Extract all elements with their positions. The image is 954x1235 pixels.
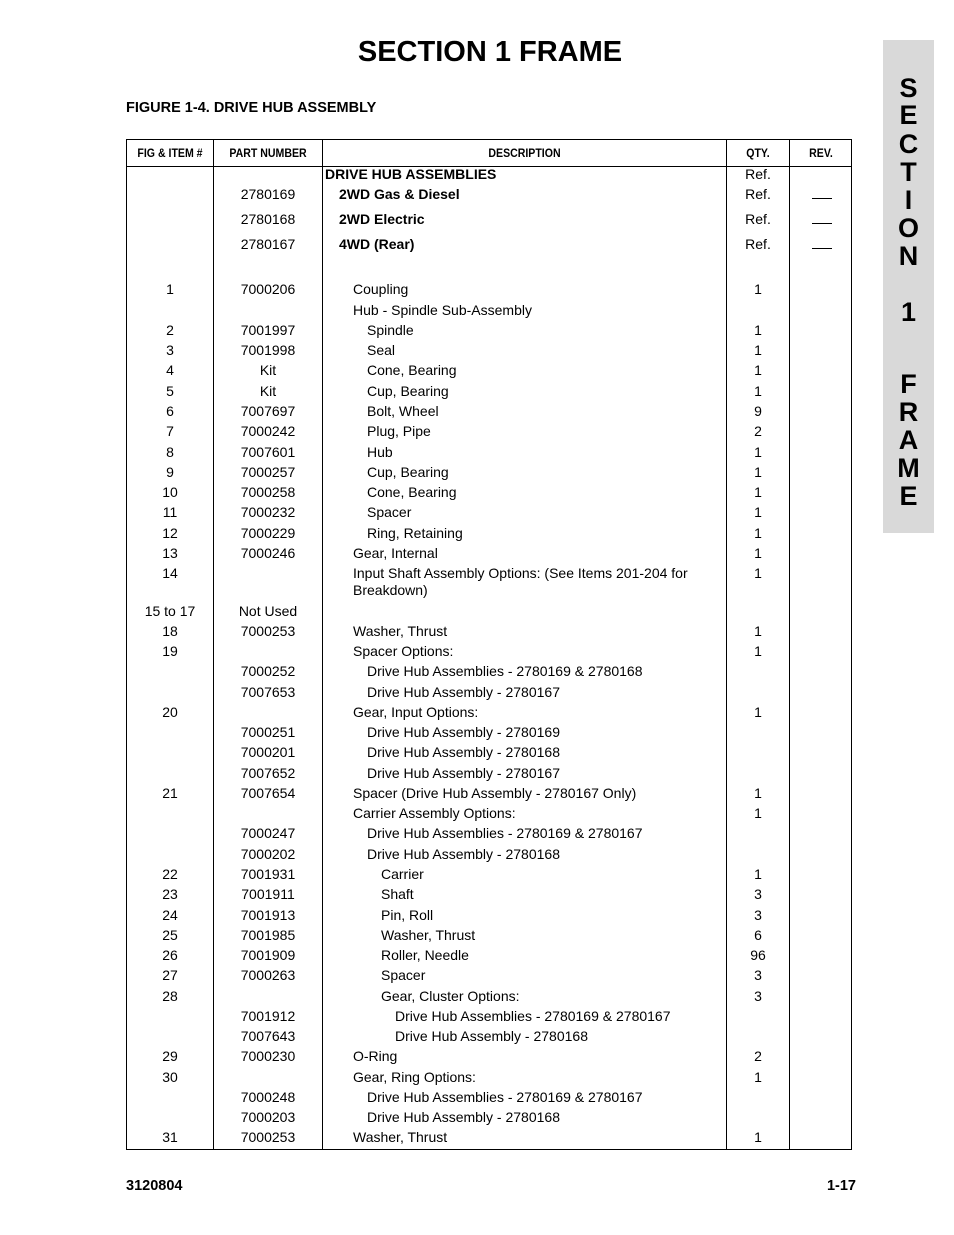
description-cell: Plug, Pipe [367,423,431,439]
side-tab-letter: R [898,397,919,427]
description-cell: Shaft [381,886,414,902]
description-cell: Cup, Bearing [367,383,449,399]
qty-cell: 1 [754,525,762,541]
qty-cell: Ref. [745,211,771,227]
fig-item-cell: 26 [162,947,178,963]
part-number-cell: Kit [259,362,277,378]
part-number-cell: 7000206 [240,281,296,297]
description-cell: Drive Hub Assembly - 2780168 [395,1028,588,1044]
fig-item-cell: 22 [162,866,178,882]
description-cell: Gear, Ring Options: [353,1069,476,1085]
description-cell: DRIVE HUB ASSEMBLIES [325,166,497,182]
part-number-cell: Kit [259,383,277,399]
header-part-number: PART NUMBER [229,146,307,160]
part-number-cell: 7001985 [240,927,296,943]
fig-item-cell: 31 [162,1129,178,1145]
part-number-cell: 7007652 [240,765,296,781]
qty-cell: 6 [754,927,762,943]
description-cell: Hub - Spindle Sub-Assembly [353,302,532,318]
header-description: DESCRIPTION [488,146,561,160]
part-number-cell: 7000258 [240,484,296,500]
qty-cell: 1 [754,383,762,399]
qty-cell: Ref. [745,236,771,252]
description-cell: Hub [367,444,393,460]
rev-blank-line [812,198,832,199]
part-number-cell: 7000242 [240,423,296,439]
qty-cell: 2 [754,423,762,439]
fig-item-cell: 7 [166,423,174,439]
qty-cell: 1 [754,464,762,480]
fig-item-cell: 27 [162,967,178,983]
part-number-cell: 7001913 [240,907,296,923]
part-number-cell: 7001998 [240,342,296,358]
fig-item-cell: 30 [162,1069,178,1085]
qty-cell: 1 [754,704,762,720]
qty-cell: 1 [754,281,762,297]
section-side-tab [883,40,934,533]
qty-cell: 2 [754,1048,762,1064]
qty-cell: 1 [754,504,762,520]
part-number-cell: 7000247 [240,825,296,841]
qty-cell: 3 [754,967,762,983]
description-cell: Cone, Bearing [367,362,457,378]
description-cell: Washer, Thrust [353,623,448,639]
parts-table [126,139,852,1150]
part-number-cell: 7000263 [240,967,296,983]
description-cell: Spacer Options: [353,643,454,659]
fig-item-cell: 1 [166,281,174,297]
description-cell: Drive Hub Assemblies - 2780169 & 2780167 [367,1089,643,1105]
fig-item-cell: 20 [162,704,178,720]
fig-item-cell: 3 [166,342,174,358]
part-number-cell: 7000201 [240,744,296,760]
qty-cell: 1 [754,623,762,639]
part-number-cell: 7001931 [240,866,296,882]
description-cell: Drive Hub Assembly - 2780168 [367,846,560,862]
description-cell: Washer, Thrust [353,1129,448,1145]
qty-cell: 1 [754,484,762,500]
side-tab-letter: N [898,241,919,271]
qty-cell: 1 [754,785,762,801]
description-cell: Pin, Roll [381,907,434,923]
part-number-cell: 7007653 [240,684,296,700]
description-cell: Drive Hub Assembly - 2780169 [367,724,560,740]
qty-cell: 9 [754,403,762,419]
part-number-cell: 7001912 [240,1008,296,1024]
description-cell: 2WD Gas & Diesel [339,186,460,202]
qty-cell: 1 [754,1069,762,1085]
description-cell: O-Ring [353,1048,398,1064]
description-cell: 4WD (Rear) [339,236,415,252]
description-cell: Gear, Cluster Options: [381,988,520,1004]
side-tab-letter: A [898,425,919,455]
qty-cell: 1 [754,362,762,378]
header-qty: QTY. [746,146,770,160]
qty-cell: Ref. [745,186,771,202]
part-number-cell: 7007654 [240,785,296,801]
part-number-cell: 7000253 [240,1129,296,1145]
qty-cell: 1 [754,805,762,821]
qty-cell: 1 [754,444,762,460]
qty-cell: 1 [754,1129,762,1145]
qty-cell: 1 [754,643,762,659]
part-number-cell: 7007697 [240,403,296,419]
side-tab-letter: S [899,73,918,103]
part-number-cell: 2780168 [240,211,296,227]
part-number-cell: 7000229 [240,525,296,541]
fig-item-cell: 4 [166,362,174,378]
part-number-cell: 7000230 [240,1048,296,1064]
description-cell: Cup, Bearing [367,464,449,480]
description-cell: Spindle [367,322,414,338]
rev-blank-line [812,248,832,249]
description-cell: Drive Hub Assembly - 2780168 [367,1109,560,1125]
description-cell: Gear, Internal [353,545,438,561]
fig-item-cell: 19 [162,643,178,659]
description-cell: Cone, Bearing [367,484,457,500]
part-number-cell: 7000203 [240,1109,296,1125]
part-number-cell: Not Used [238,603,298,619]
qty-cell: 1 [754,322,762,338]
side-tab-letter: M [897,453,920,483]
description-cell: Spacer [367,504,412,520]
side-tab-letter: E [899,100,918,130]
description-cell: Ring, Retaining [367,525,463,541]
qty-cell: 3 [754,907,762,923]
document-number: 3120804 [126,1178,183,1194]
column-divider [789,140,790,1149]
rev-blank-line [812,223,832,224]
part-number-cell: 7000248 [240,1089,296,1105]
fig-item-cell: 6 [166,403,174,419]
fig-item-cell: 9 [166,464,174,480]
side-tab-letter: E [899,481,918,511]
fig-item-cell: 25 [162,927,178,943]
part-number-cell: 7000252 [240,663,296,679]
side-tab-letter: I [904,185,913,215]
description-cell: Roller, Needle [381,947,469,963]
qty-cell: 1 [754,866,762,882]
description-cell: Input Shaft Assembly Options: (See Items 201-204 for Breakdown) [353,565,688,598]
column-divider [322,140,323,1149]
description-cell: Drive Hub Assembly - 2780167 [367,765,560,781]
fig-item-cell: 10 [162,484,178,500]
description-cell: Bolt, Wheel [367,403,439,419]
part-number-cell: 2780167 [240,236,296,252]
qty-cell: 3 [754,886,762,902]
fig-item-cell: 21 [162,785,178,801]
side-tab-letter: T [900,157,917,187]
qty-cell: 1 [754,545,762,561]
part-number-cell: 7000232 [240,504,296,520]
fig-item-cell: 14 [162,565,178,581]
description-cell: Drive Hub Assembly - 2780168 [367,744,560,760]
qty-cell: 1 [754,342,762,358]
description-cell: Coupling [353,281,409,297]
part-number-cell: 7000251 [240,724,296,740]
fig-item-cell: 2 [166,322,174,338]
part-number-cell: 7000246 [240,545,296,561]
part-number-cell: 7007601 [240,444,296,460]
qty-cell: 96 [750,947,766,963]
description-cell: Drive Hub Assemblies - 2780169 & 2780168 [367,663,643,679]
part-number-cell: 7001911 [241,886,295,902]
fig-item-cell: 12 [162,525,178,541]
description-cell: Spacer [381,967,426,983]
description-cell: Drive Hub Assemblies - 2780169 & 2780167 [367,825,643,841]
qty-cell: 3 [754,988,762,1004]
page-number: 1-17 [826,1178,856,1194]
fig-item-cell: 29 [162,1048,178,1064]
part-number-cell: 7000202 [240,846,296,862]
side-tab-letter: 1 [900,297,917,327]
header-fig-item: FIG & ITEM # [137,146,203,160]
description-cell: Carrier [381,866,424,882]
side-tab-letter: F [900,369,917,399]
fig-item-cell: 13 [162,545,178,561]
fig-item-cell: 23 [162,886,178,902]
side-tab-letter: C [898,129,919,159]
part-number-cell: 7000253 [240,623,296,639]
part-number-cell: 7001997 [240,322,296,338]
part-number-cell: 7001909 [240,947,296,963]
fig-item-cell: 5 [166,383,174,399]
figure-title: FIGURE 1-4. DRIVE HUB ASSEMBLY [126,100,377,116]
description-cell: Spacer (Drive Hub Assembly - 2780167 Only) [353,785,637,801]
fig-item-cell: 11 [162,504,178,520]
description-cell: Drive Hub Assembly - 2780167 [367,684,560,700]
description-cell: Gear, Input Options: [353,704,479,720]
qty-cell: 1 [754,565,762,581]
part-number-cell: 7007643 [240,1028,296,1044]
description-cell: 2WD Electric [339,211,425,227]
qty-cell: Ref. [745,166,771,182]
description-cell: Washer, Thrust [381,927,476,943]
description-cell: Drive Hub Assemblies - 2780169 & 2780167 [395,1008,671,1024]
part-number-cell: 7000257 [240,464,296,480]
side-tab-letter: O [897,213,919,243]
page-title: SECTION 1 FRAME [357,36,623,68]
fig-item-cell: 15 to 17 [144,603,196,619]
fig-item-cell: 18 [162,623,178,639]
part-number-cell: 2780169 [240,186,296,202]
fig-item-cell: 8 [166,444,174,460]
description-cell: Carrier Assembly Options: [353,805,516,821]
fig-item-cell: 28 [162,988,178,1004]
description-cell: Seal [367,342,396,358]
fig-item-cell: 24 [162,907,178,923]
header-rev: REV. [809,146,833,160]
